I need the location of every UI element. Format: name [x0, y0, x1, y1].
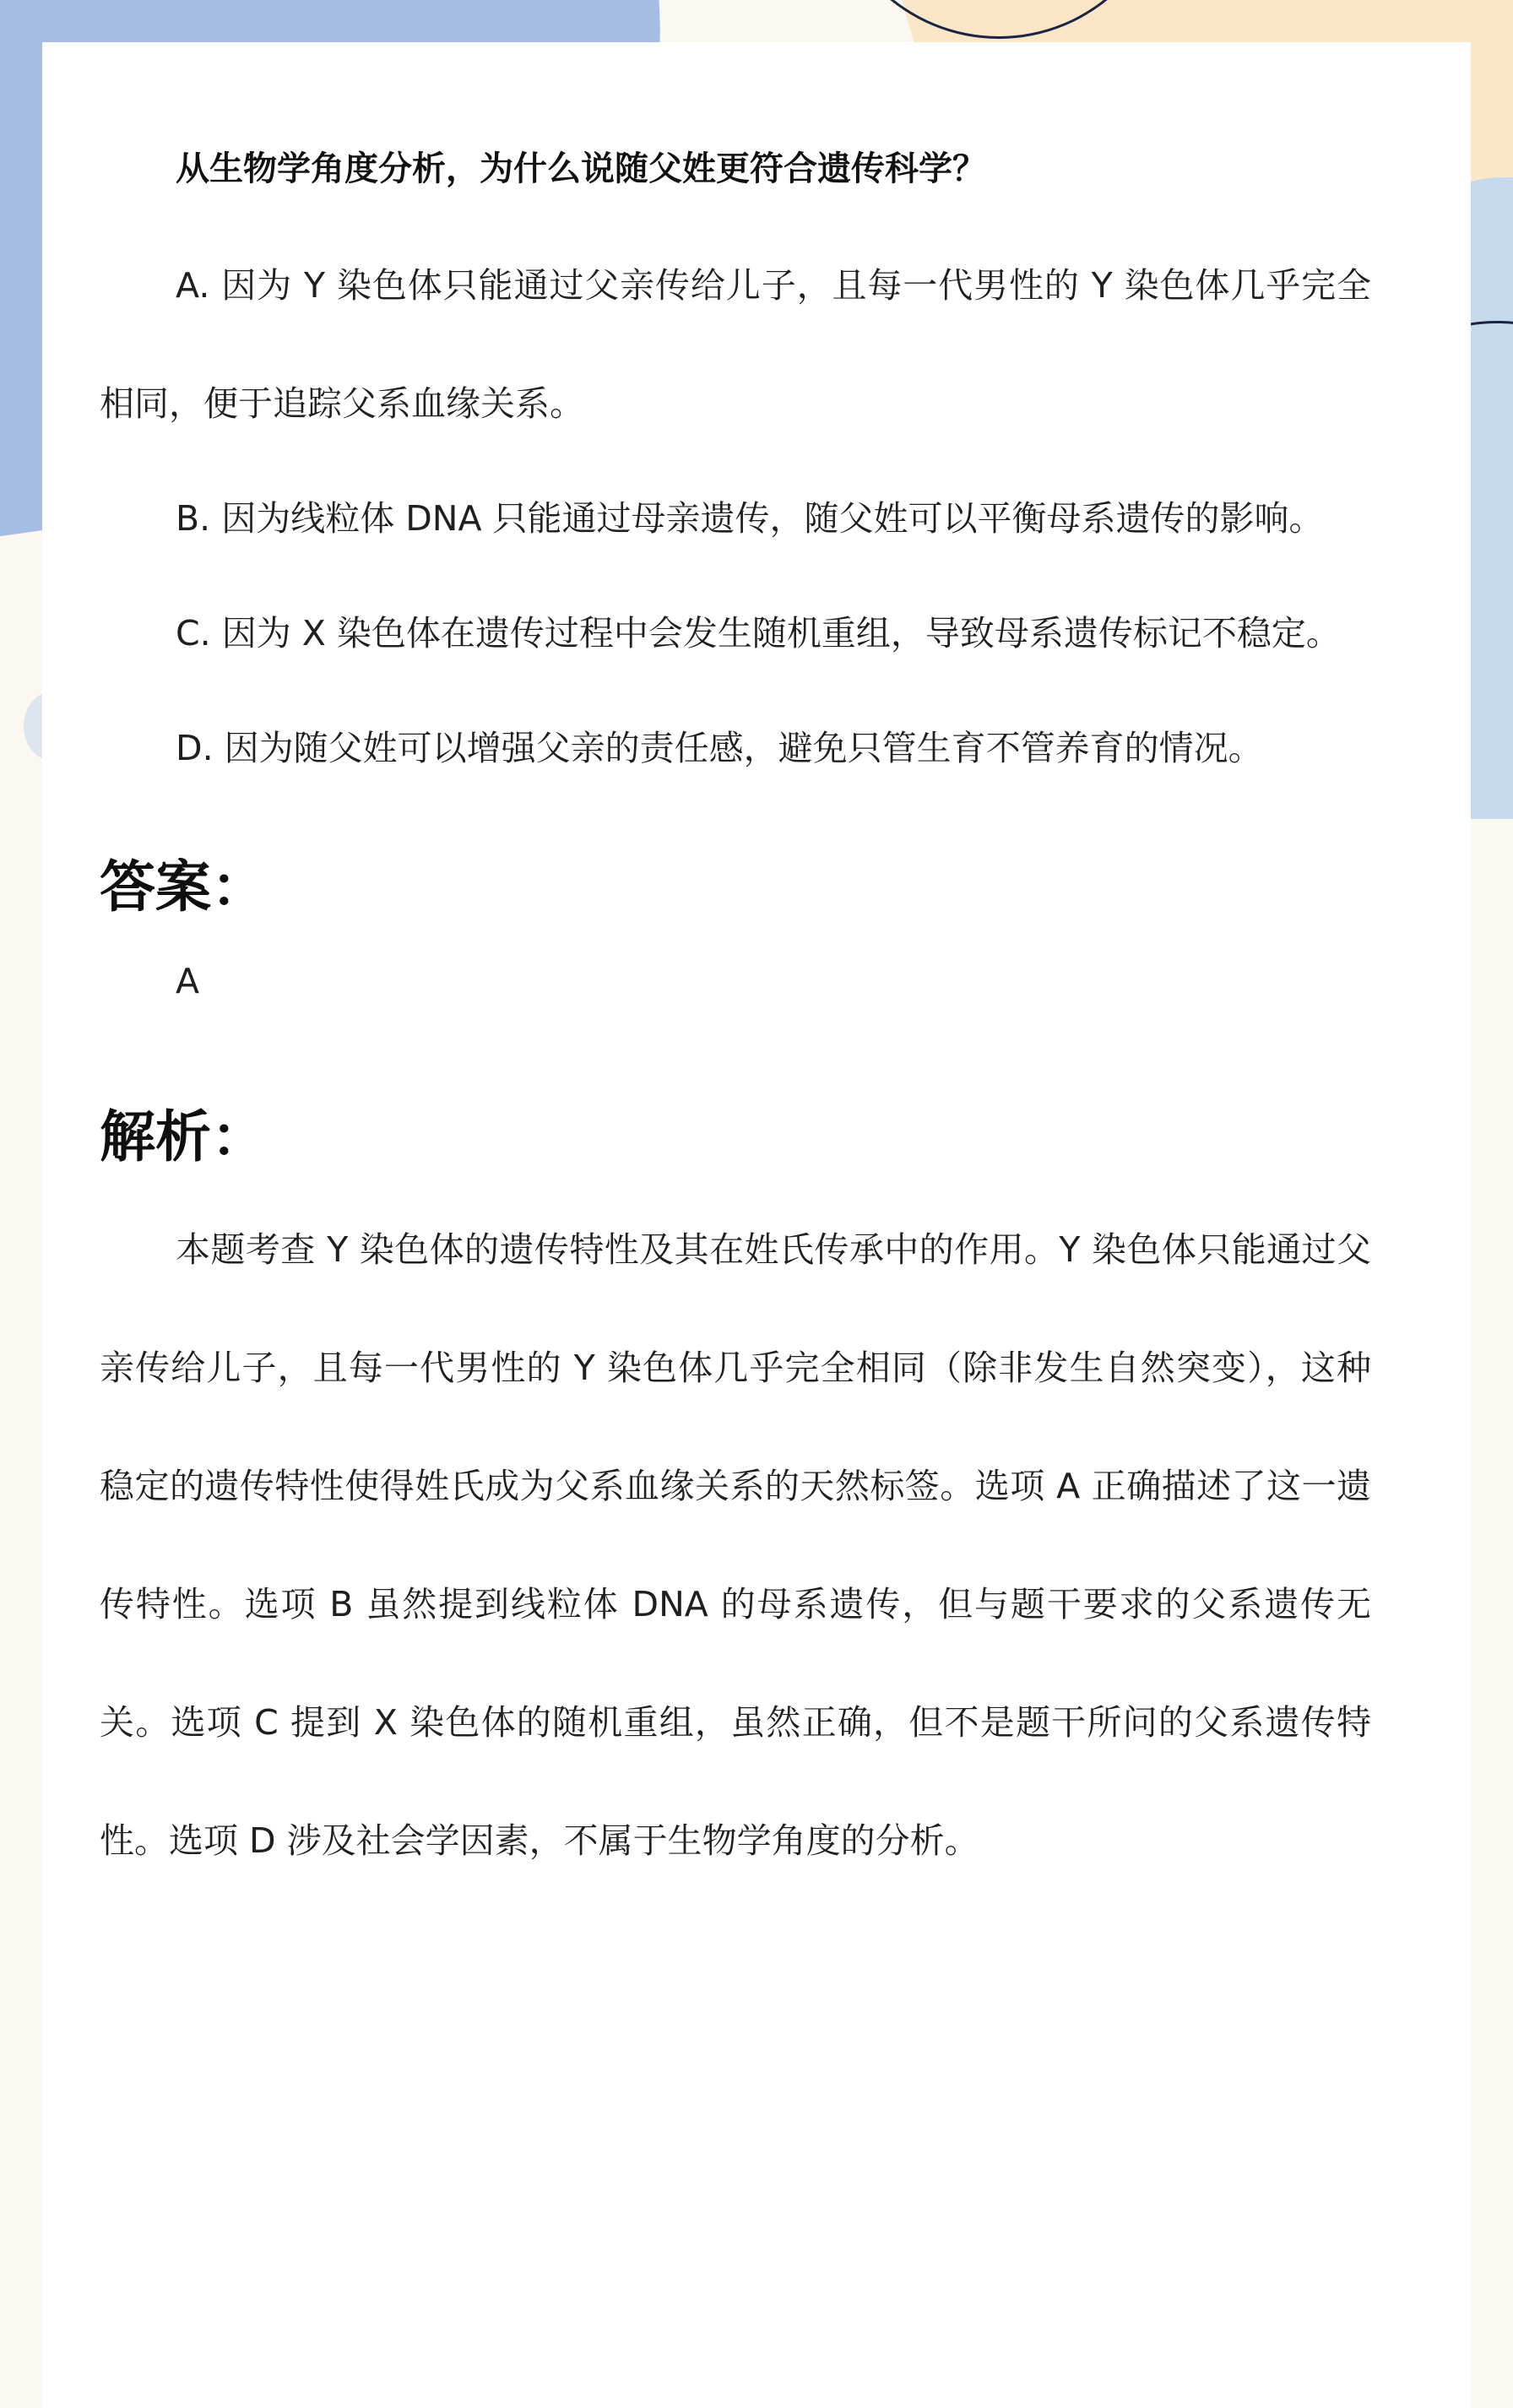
analysis-section: [100, 1190, 1371, 1900]
options-list: [100, 226, 1371, 807]
analysis-heading: 解析：: [100, 1104, 267, 1169]
question-text: 从生物学角度分析，为什么说随父姓更符合遗传科学？: [176, 149, 986, 188]
option-c: C. 因为 X 染色体在遗传过程中会发生随机重组，导致母系遗传标记不稳定。: [176, 613, 1341, 654]
answer-value: A: [176, 961, 200, 1001]
answer-heading: 答案：: [100, 854, 267, 919]
analysis-text: 本题考查 Y 染色体的遗传特性及其在姓氏传承中的作用。Y 染色体只能通过父亲传给儿子，且每一代男性的 Y 染色体几乎完全相同（除非发生自然突变），这种稳定的遗传特性使得姓氏成为父系血缘关系的天然标签。选项 A 正确描述了这一遗传特性。选项 B 虽然提到线粒体 DNA 的母系遗传，但与题干要求的父系遗传无关。选项 C 提到 X 染色体的随机重组，虽然正确，但不是题干所问的父系遗传特性。选项 D 涉及社会学因素，不属于生物学角度的分析。: [100, 1229, 1371, 1861]
option-d: D. 因为随父姓可以增强父亲的责任感，避免只管生育不管养育的情况。: [176, 728, 1263, 768]
question-card: [42, 42, 1471, 2408]
option-b: B. 因为线粒体 DNA 只能通过母亲遗传，随父姓可以平衡母系遗传的影响。: [176, 498, 1324, 539]
option-a: A. 因为 Y 染色体只能通过父亲传给儿子，且每一代男性的 Y 染色体几乎完全相同，便于追踪父系血缘关系。: [100, 265, 1371, 424]
